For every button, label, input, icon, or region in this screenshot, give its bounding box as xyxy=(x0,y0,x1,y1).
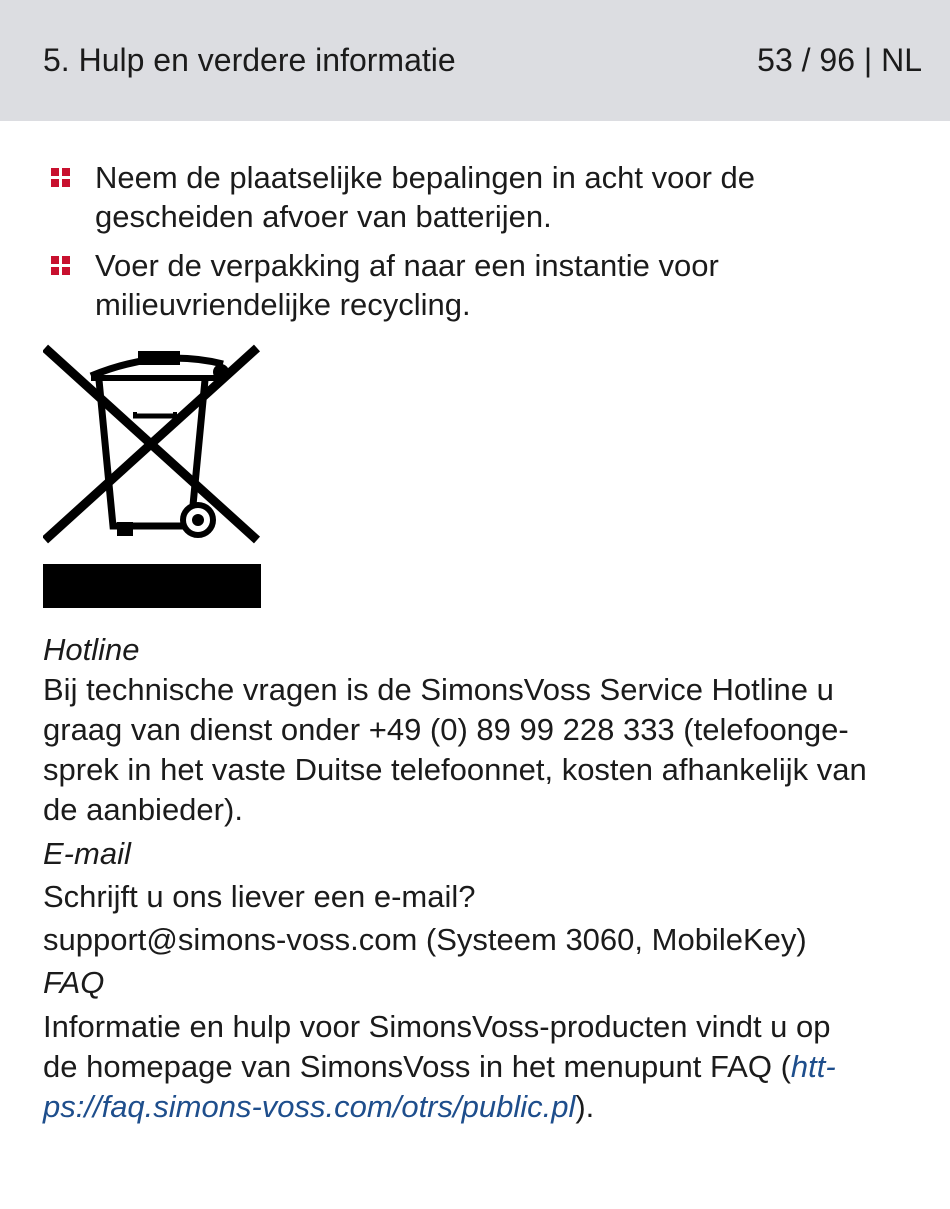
text-line: de aanbieder). xyxy=(43,792,243,827)
hotline-heading: Hotline xyxy=(43,632,140,667)
bullet-text-line: milieuvriendelijke recycling. xyxy=(95,287,471,322)
text-line: ). xyxy=(575,1089,595,1124)
hotline-text xyxy=(43,670,923,830)
text-line: Bij technische vragen is de SimonsVoss Service Hotline u xyxy=(43,672,834,707)
email-question: Schrijft u ons liever een e-mail? xyxy=(43,879,476,914)
email-address: support@simons-voss.com (Systeem 3060, MobileKey) xyxy=(43,922,807,957)
bullet-icon xyxy=(51,168,71,188)
list-item xyxy=(43,246,923,324)
text-line: sprek in het vaste Duitse telefoonnet, kosten afhankelijk van xyxy=(43,752,867,787)
hotline-section xyxy=(43,630,923,830)
faq-link[interactable]: ps://faq.simons-voss.com/otrs/public.pl xyxy=(43,1089,576,1124)
text-line: Informatie en hulp voor SimonsVoss-producten vindt u op xyxy=(43,1009,831,1044)
bullet-text-line: Voer de verpakking af naar een instantie voor xyxy=(95,248,719,283)
page-header xyxy=(0,0,950,121)
bullet-text-line: gescheiden afvoer van batterijen. xyxy=(95,199,552,234)
faq-text xyxy=(43,1007,923,1127)
faq-link[interactable]: htt- xyxy=(790,1049,836,1084)
bullet-text-line: Neem de plaatselijke bepalingen in acht voor de xyxy=(95,160,756,195)
email-section xyxy=(43,834,923,960)
list-item xyxy=(43,158,923,236)
faq-heading: FAQ xyxy=(43,965,105,1000)
section-title: 5. Hulp en verdere informatie xyxy=(43,42,456,78)
text-line: de homepage van SimonsVoss in het menupunt FAQ ( xyxy=(43,1049,791,1084)
faq-section xyxy=(43,963,923,1127)
main-content xyxy=(43,158,923,1127)
disposal-list xyxy=(43,158,923,324)
email-heading: E-mail xyxy=(43,836,131,871)
text-line: graag van dienst onder +49 (0) 89 99 228 333 (telefoonge- xyxy=(43,712,849,747)
page-indicator: 53 / 96 | NL xyxy=(757,42,922,78)
crossed-out-wheeled-bin-icon xyxy=(43,334,263,624)
bullet-icon xyxy=(51,256,71,276)
